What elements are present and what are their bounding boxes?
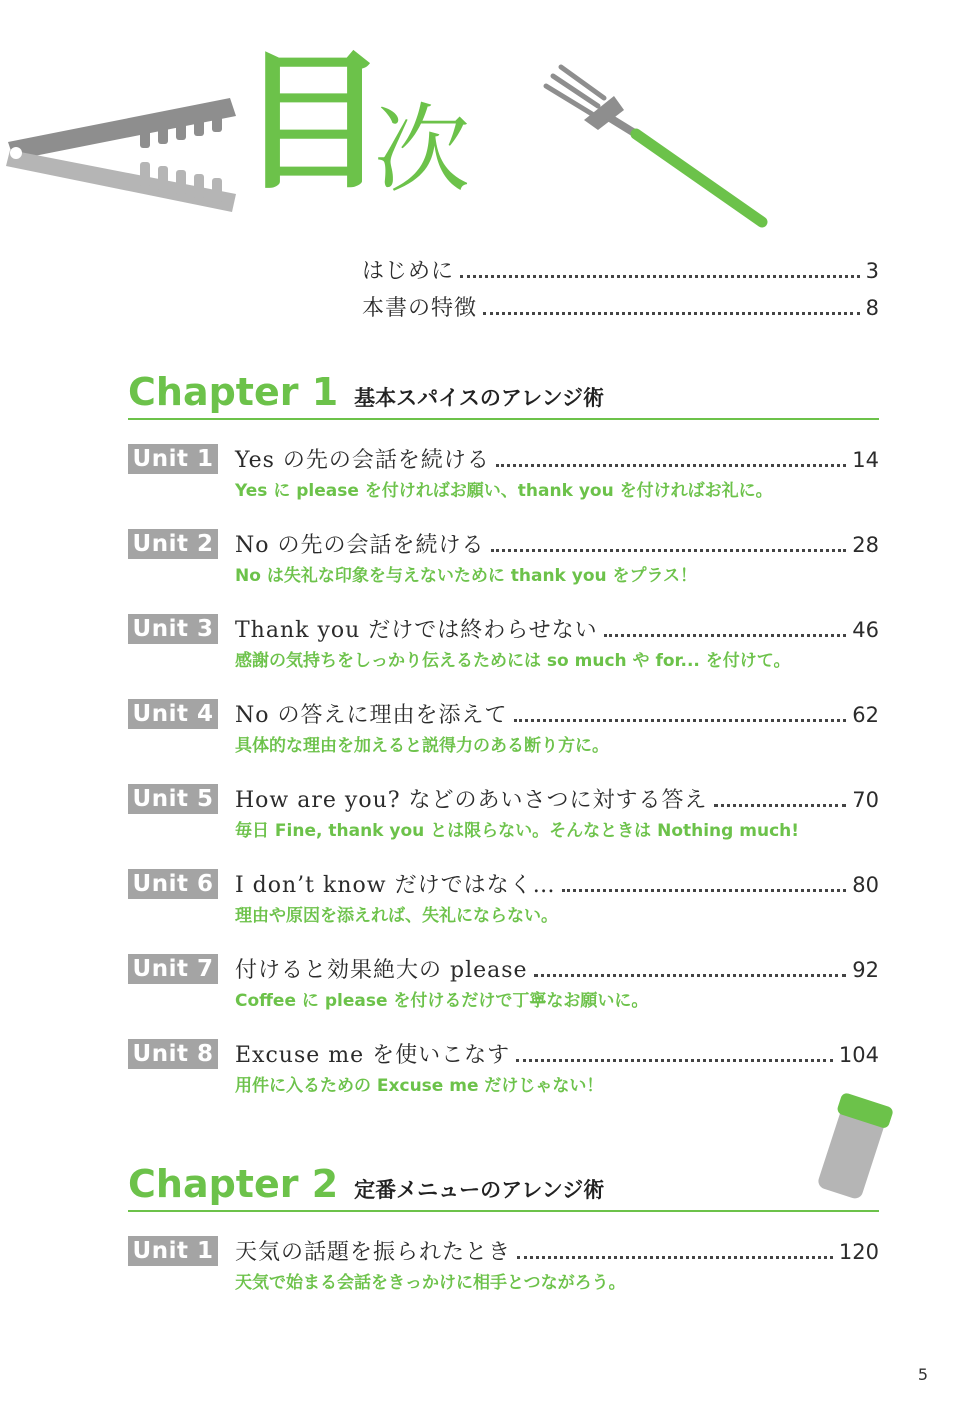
toc-page-number: 14 — [852, 448, 879, 472]
toc-intro-hajimeni[interactable] — [362, 254, 879, 285]
toc-page-number: 3 — [865, 259, 879, 283]
unit-title: 付けると効果絶大の please — [235, 958, 528, 983]
unit-description: No は失礼な印象を与えないために thank you をプラス！ — [235, 566, 698, 586]
page-title: 目 — [238, 36, 389, 210]
unit-badge: Unit 7 — [128, 954, 218, 984]
unit-title: I don’t know だけではなく… — [235, 873, 556, 898]
toc-unit-1-5[interactable] — [235, 783, 879, 814]
unit-title: Thank you だけでは終わらせない — [235, 618, 598, 643]
leader-dots — [514, 718, 847, 722]
toc-unit-1-1[interactable] — [235, 443, 879, 474]
leader-dots — [483, 311, 860, 315]
toc-page-number: 120 — [838, 1240, 879, 1264]
unit-badge: Unit 6 — [128, 869, 218, 899]
tongs-icon — [0, 90, 245, 220]
toc-unit-1-8[interactable] — [235, 1038, 879, 1069]
chapter-label: Chapter 1 — [128, 370, 339, 414]
chapter-divider — [128, 418, 879, 420]
unit-description: 理由や原因を添えれば、失礼にならない。 — [235, 906, 558, 926]
page-number: 5 — [917, 1365, 928, 1384]
unit-description: 具体的な理由を加えると説得力のある断り方に。 — [235, 736, 609, 756]
toc-intro-features[interactable] — [362, 291, 879, 322]
unit-title: How are you? などのあいさつに対する答え — [235, 788, 708, 813]
toc-page-number: 80 — [852, 873, 879, 897]
toc-page-number: 104 — [838, 1043, 879, 1067]
unit-description: Coffee に please を付けるだけで丁寧なお願いに。 — [235, 991, 649, 1011]
fork-icon — [540, 62, 775, 232]
unit-title: 天気の話題を振られたとき — [235, 1240, 512, 1265]
unit-badge: Unit 3 — [128, 614, 218, 644]
unit-badge: Unit 1 — [128, 444, 218, 474]
toc-unit-1-2[interactable] — [235, 528, 879, 559]
unit-badge: Unit 5 — [128, 784, 218, 814]
unit-description: 天気で始まる会話をきっかけに相手とつながろう。 — [235, 1273, 626, 1293]
leader-dots — [562, 888, 847, 892]
unit-description: Yes に please を付ければお願い、thank you を付ければお礼に。 — [235, 481, 773, 501]
toc-page-number: 92 — [852, 958, 879, 982]
leader-dots — [496, 463, 846, 467]
unit-title: Excuse me を使いこなす — [235, 1043, 511, 1068]
unit-badge: Unit 8 — [128, 1039, 218, 1069]
leader-dots — [517, 1255, 833, 1259]
spice-shaker-icon — [812, 1092, 896, 1204]
toc-entry-label: 本書の特徴 — [362, 296, 478, 321]
leader-dots — [516, 1058, 833, 1062]
toc-unit-1-6[interactable] — [235, 868, 879, 899]
toc-unit-1-3[interactable] — [235, 613, 879, 644]
chapter-2-heading — [128, 1162, 604, 1206]
unit-title: No の先の会話を続ける — [235, 533, 485, 558]
toc-page-number: 8 — [865, 296, 879, 320]
toc-unit-2-1[interactable] — [235, 1235, 879, 1266]
chapter-title: 定番メニューのアレンジ術 — [354, 1178, 605, 1202]
leader-dots — [460, 274, 860, 278]
unit-badge: Unit 4 — [128, 699, 218, 729]
toc-page-number: 46 — [852, 618, 879, 642]
unit-badge: Unit 1 — [128, 1236, 218, 1266]
leader-dots — [534, 973, 847, 977]
leader-dots — [491, 548, 847, 552]
page-title-sub: 次 — [374, 94, 470, 206]
toc-page-number: 70 — [852, 788, 879, 812]
chapter-title: 基本スパイスのアレンジ術 — [354, 386, 605, 410]
toc-page-number: 28 — [852, 533, 879, 557]
unit-description: 毎日 Fine, thank you とは限らない。そんなときは Nothing much! — [235, 821, 799, 841]
toc-page-number: 62 — [852, 703, 879, 727]
toc-entry-label: はじめに — [362, 259, 455, 284]
toc-unit-1-7[interactable] — [235, 953, 879, 984]
unit-title: No の答えに理由を添えて — [235, 703, 508, 728]
toc-unit-1-4[interactable] — [235, 698, 879, 729]
chapter-label: Chapter 2 — [128, 1162, 339, 1206]
unit-badge: Unit 2 — [128, 529, 218, 559]
chapter-1-heading — [128, 370, 604, 414]
leader-dots — [714, 803, 847, 807]
leader-dots — [604, 633, 847, 637]
unit-description: 感謝の気持ちをしっかり伝えるためには so much や for... を付けて。 — [235, 651, 791, 671]
unit-description: 用件に入るための Excuse me だけじゃない！ — [235, 1076, 604, 1096]
chapter-divider — [128, 1210, 879, 1212]
unit-title: Yes の先の会話を続ける — [235, 448, 490, 473]
